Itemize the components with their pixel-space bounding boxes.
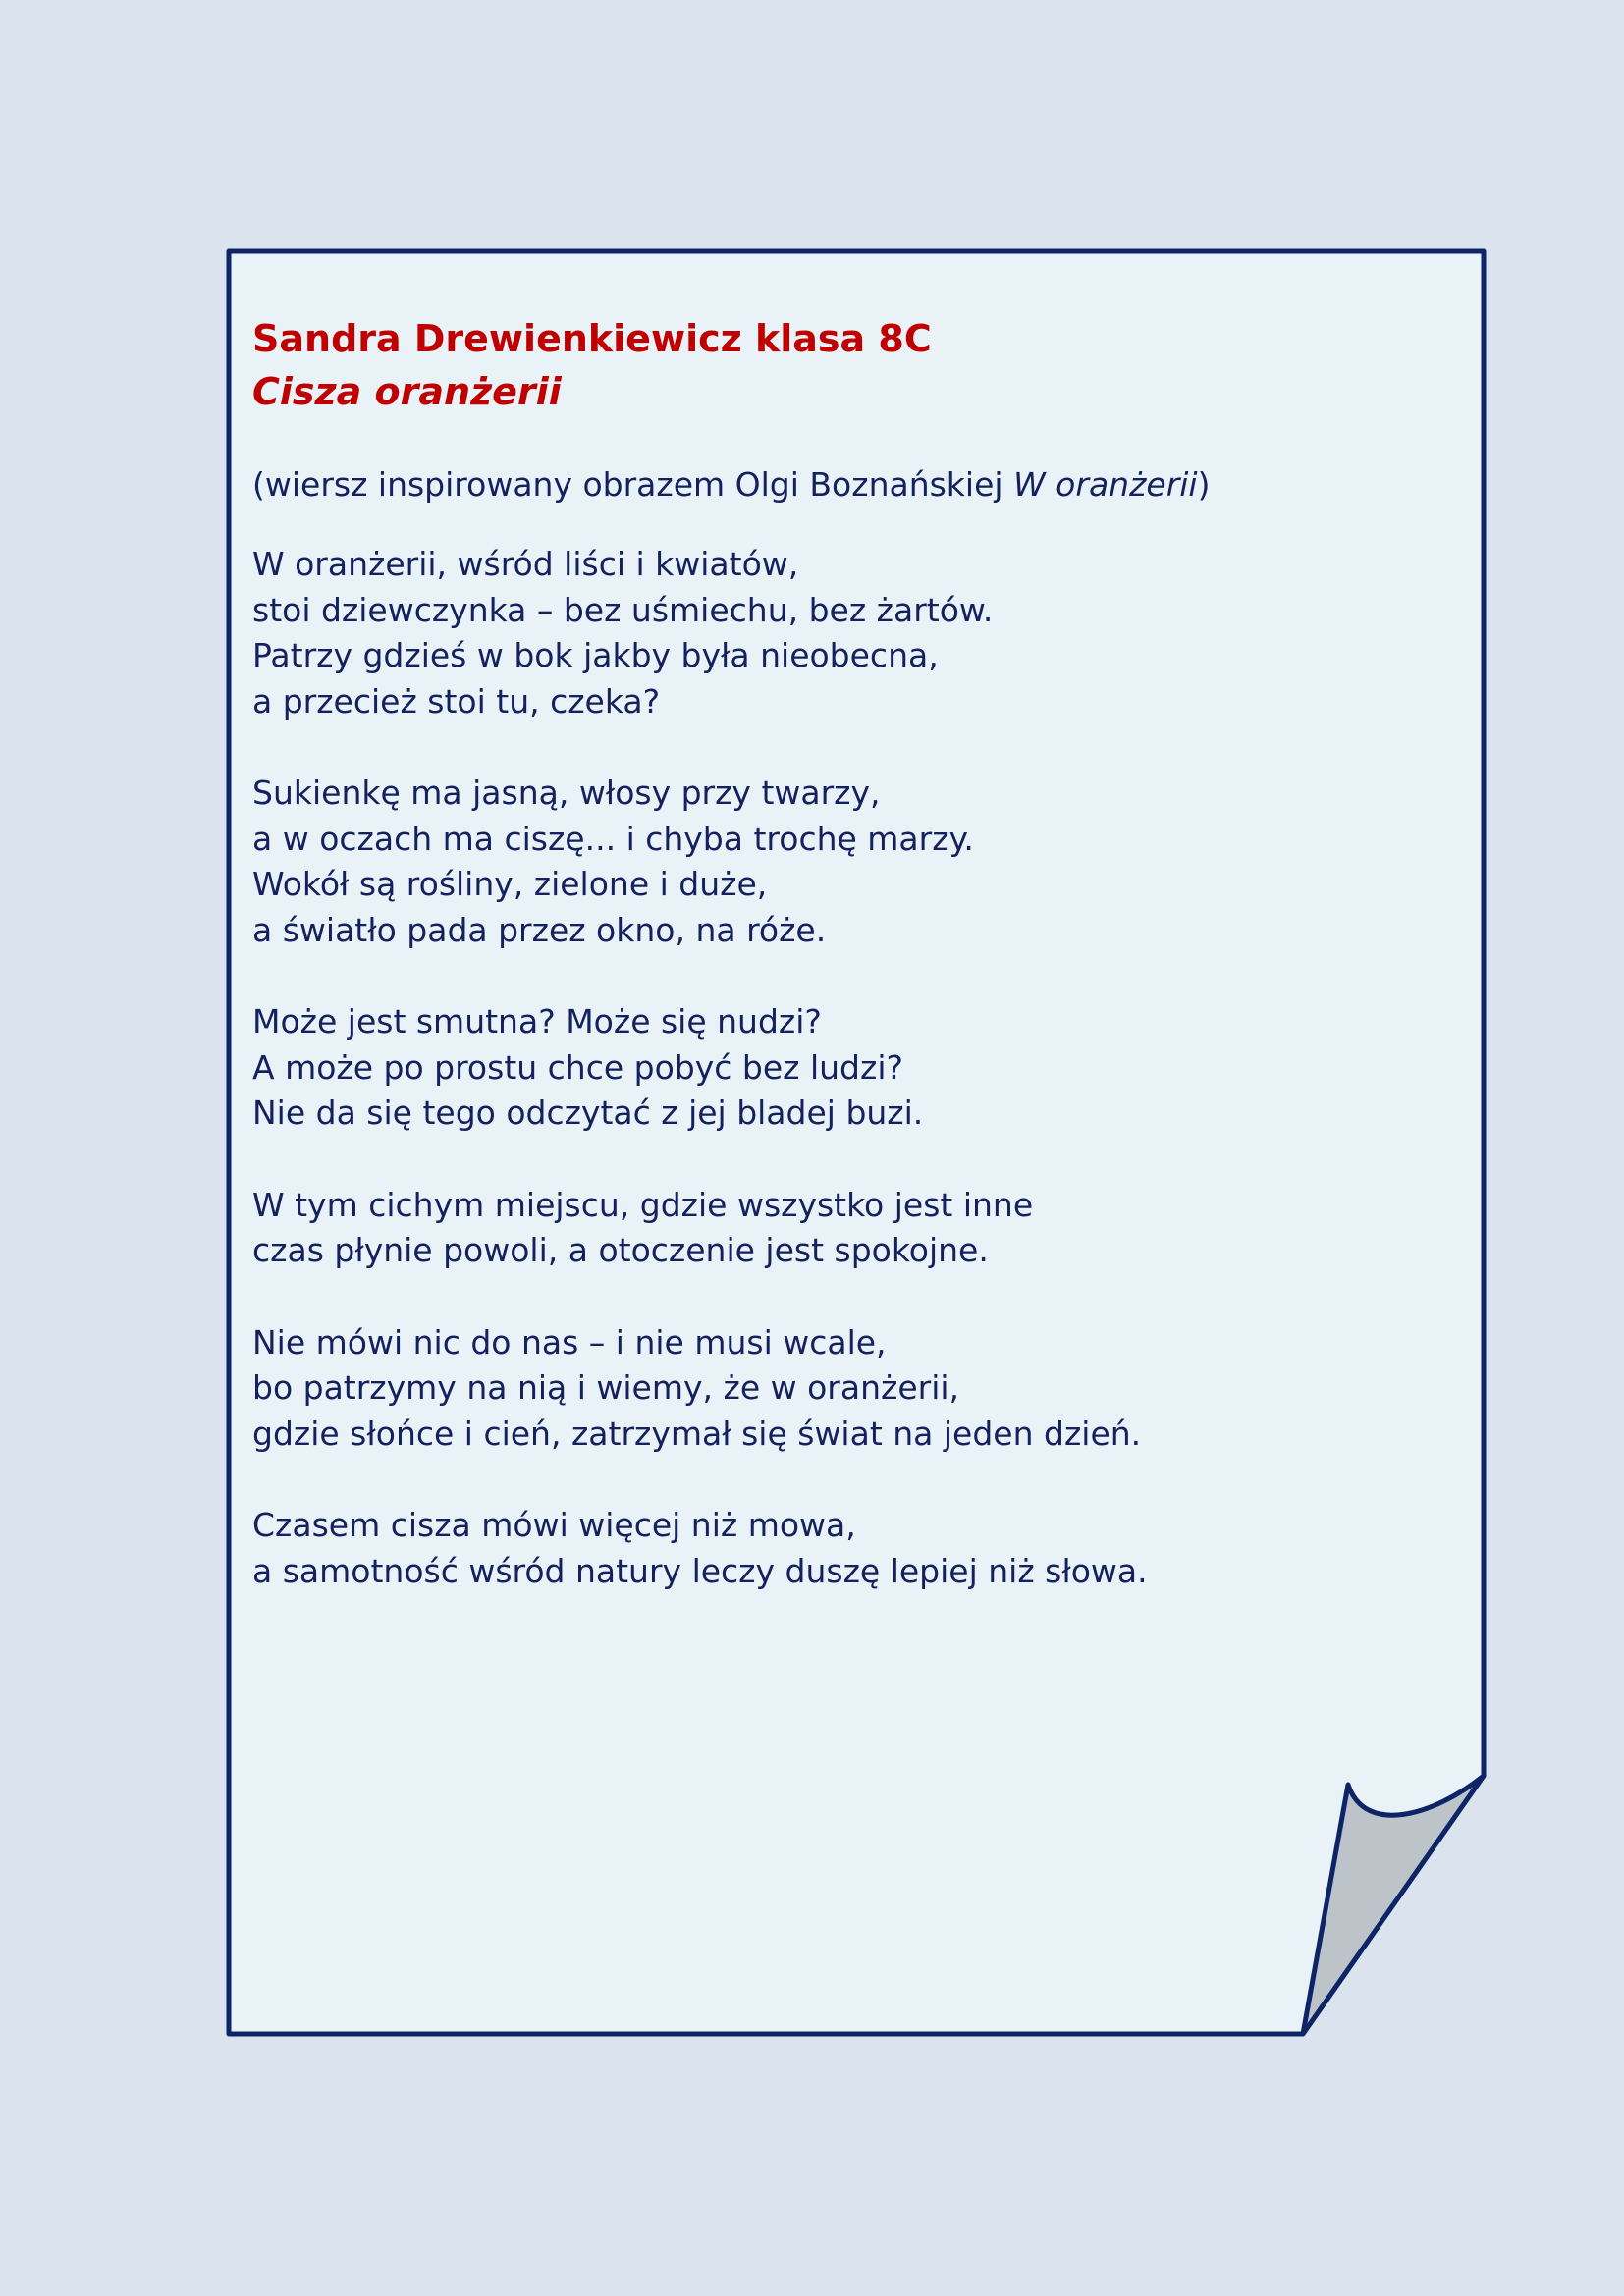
- poem-line: bo patrzymy na nią i wiemy, że w oranżerii,: [252, 1368, 960, 1407]
- stanza: [252, 999, 1450, 1137]
- poem-line: gdzie słońce i cień, zatrzymał się świat na jeden dzień.: [252, 1414, 1142, 1453]
- poem-line: czas płynie powoli, a otoczenie jest spokojne.: [252, 1231, 989, 1269]
- poem-line: Może jest smutna? Może się nudzi?: [252, 1002, 822, 1041]
- stanza: [252, 1503, 1450, 1594]
- poem-line: Patrzy gdzieś w bok jakby była nieobecna,: [252, 636, 939, 674]
- subtitle-prefix: (wiersz inspirowany obrazem Olgi Boznańskiej: [252, 465, 1014, 504]
- poem-line: Nie mówi nic do nas – i nie musi wcale,: [252, 1322, 887, 1362]
- poem-line: Nie da się tego odczytać z jej bladej buzi.: [252, 1094, 924, 1132]
- stanza: [252, 1183, 1450, 1274]
- poem-line: a samotność wśród natury leczy duszę lepiej niż słowa.: [252, 1551, 1148, 1590]
- poem-line: stoi dziewczynka – bez uśmiechu, bez żartów.: [252, 590, 994, 629]
- painting-title: W oranżerii: [1013, 465, 1198, 504]
- poem-line: W tym cichym miejscu, gdzie wszystko jest inne: [252, 1185, 1034, 1224]
- stanza: [252, 1320, 1450, 1458]
- author-line: Sandra Drewienkiewicz klasa 8C: [252, 317, 932, 360]
- poem-line: a przecież stoi tu, czeka?: [252, 681, 661, 721]
- poem-body: [252, 542, 1450, 1594]
- document-content: [252, 312, 1450, 1640]
- stanza: [252, 771, 1450, 953]
- poem-line: a światło pada przez okno, na róże.: [252, 910, 827, 949]
- stanza: [252, 542, 1450, 724]
- poem-line: Czasem cisza mówi więcej niż mowa,: [252, 1506, 856, 1544]
- poem-line: W oranżerii, wśród liści i kwiatów,: [252, 545, 799, 583]
- poem-subtitle: [252, 461, 1450, 508]
- poem-title: Cisza oranżerii: [252, 370, 562, 413]
- poem-line: Sukienkę ma jasną, włosy przy twarzy,: [252, 774, 881, 812]
- poem-line: a w oczach ma ciszę... i chyba trochę marzy.: [252, 819, 974, 858]
- subtitle-suffix: ): [1197, 465, 1211, 504]
- poem-line: Wokół są rośliny, zielone i duże,: [252, 865, 768, 903]
- poem-line: A może po prostu chce pobyć bez ludzi?: [252, 1047, 903, 1087]
